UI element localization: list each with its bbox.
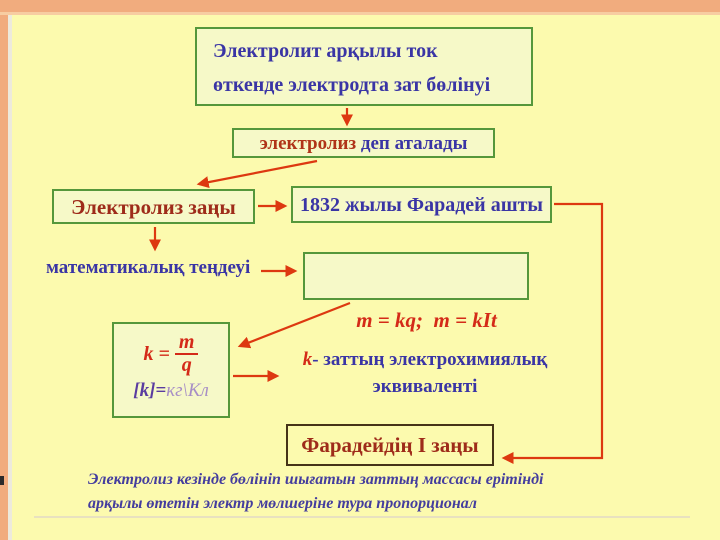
formula-box [303,252,529,332]
k-symbol: k [302,349,313,370]
electrolysis-rest: деп аталады [356,133,468,154]
fraction-m-over-q [175,332,199,376]
discovery-label: 1832 жылы Фарадей ашты [299,194,544,216]
left-frame-bar [0,0,8,540]
law-statement [88,468,678,516]
k-description-line1: - заттың электрохимиялық [312,349,548,370]
k-unit-value: кг\Кл [166,380,209,401]
left-edge-artifact [0,476,4,485]
k-description [280,346,570,400]
k-units [114,380,228,402]
faraday-first-law-label: Фарадейдің I заңы [301,433,479,457]
k-description-line2: эквиваленті [372,376,478,397]
k-equivalent-box [112,322,230,418]
discovery-box [291,186,552,223]
arrow-formula-to-k-box [240,303,350,346]
math-equation-label: математикалық теңдеуі [46,257,251,278]
electrolysis-term: электролиз [259,133,357,154]
electrolysis-law-box [52,189,255,224]
arrow-discovery-to-faraday-law [504,204,602,458]
formula-text: m = kq; m = kIt [356,308,497,332]
bottom-divider-line [34,516,690,518]
k-lhs: k = [143,342,170,365]
law-statement-line2: арқылы өтетін электр мөлшеріне тура пропорционал [88,495,477,512]
title-line1: Электролит арқылы ток [213,40,438,62]
fraction-numerator: m [175,332,199,355]
top-edge-highlight [0,12,720,15]
law-statement-line1: Электролиз кезінде бөлініп шығатын заттың массасы ерітінді [88,471,544,488]
top-frame-bar [0,0,720,12]
title-line2: өткенде электродта зат бөлінуі [213,74,491,96]
k-fraction [114,332,228,376]
electrolysis-law-label: Электролиз заңы [71,195,236,219]
arrow-named-to-law [199,161,317,184]
electrolysis-named-box [232,128,495,158]
title-box [195,27,533,106]
k-bracket: [k]= [133,380,167,401]
fraction-denominator: q [181,354,192,376]
faraday-first-law-box [286,424,494,466]
left-edge-highlight [8,0,12,540]
